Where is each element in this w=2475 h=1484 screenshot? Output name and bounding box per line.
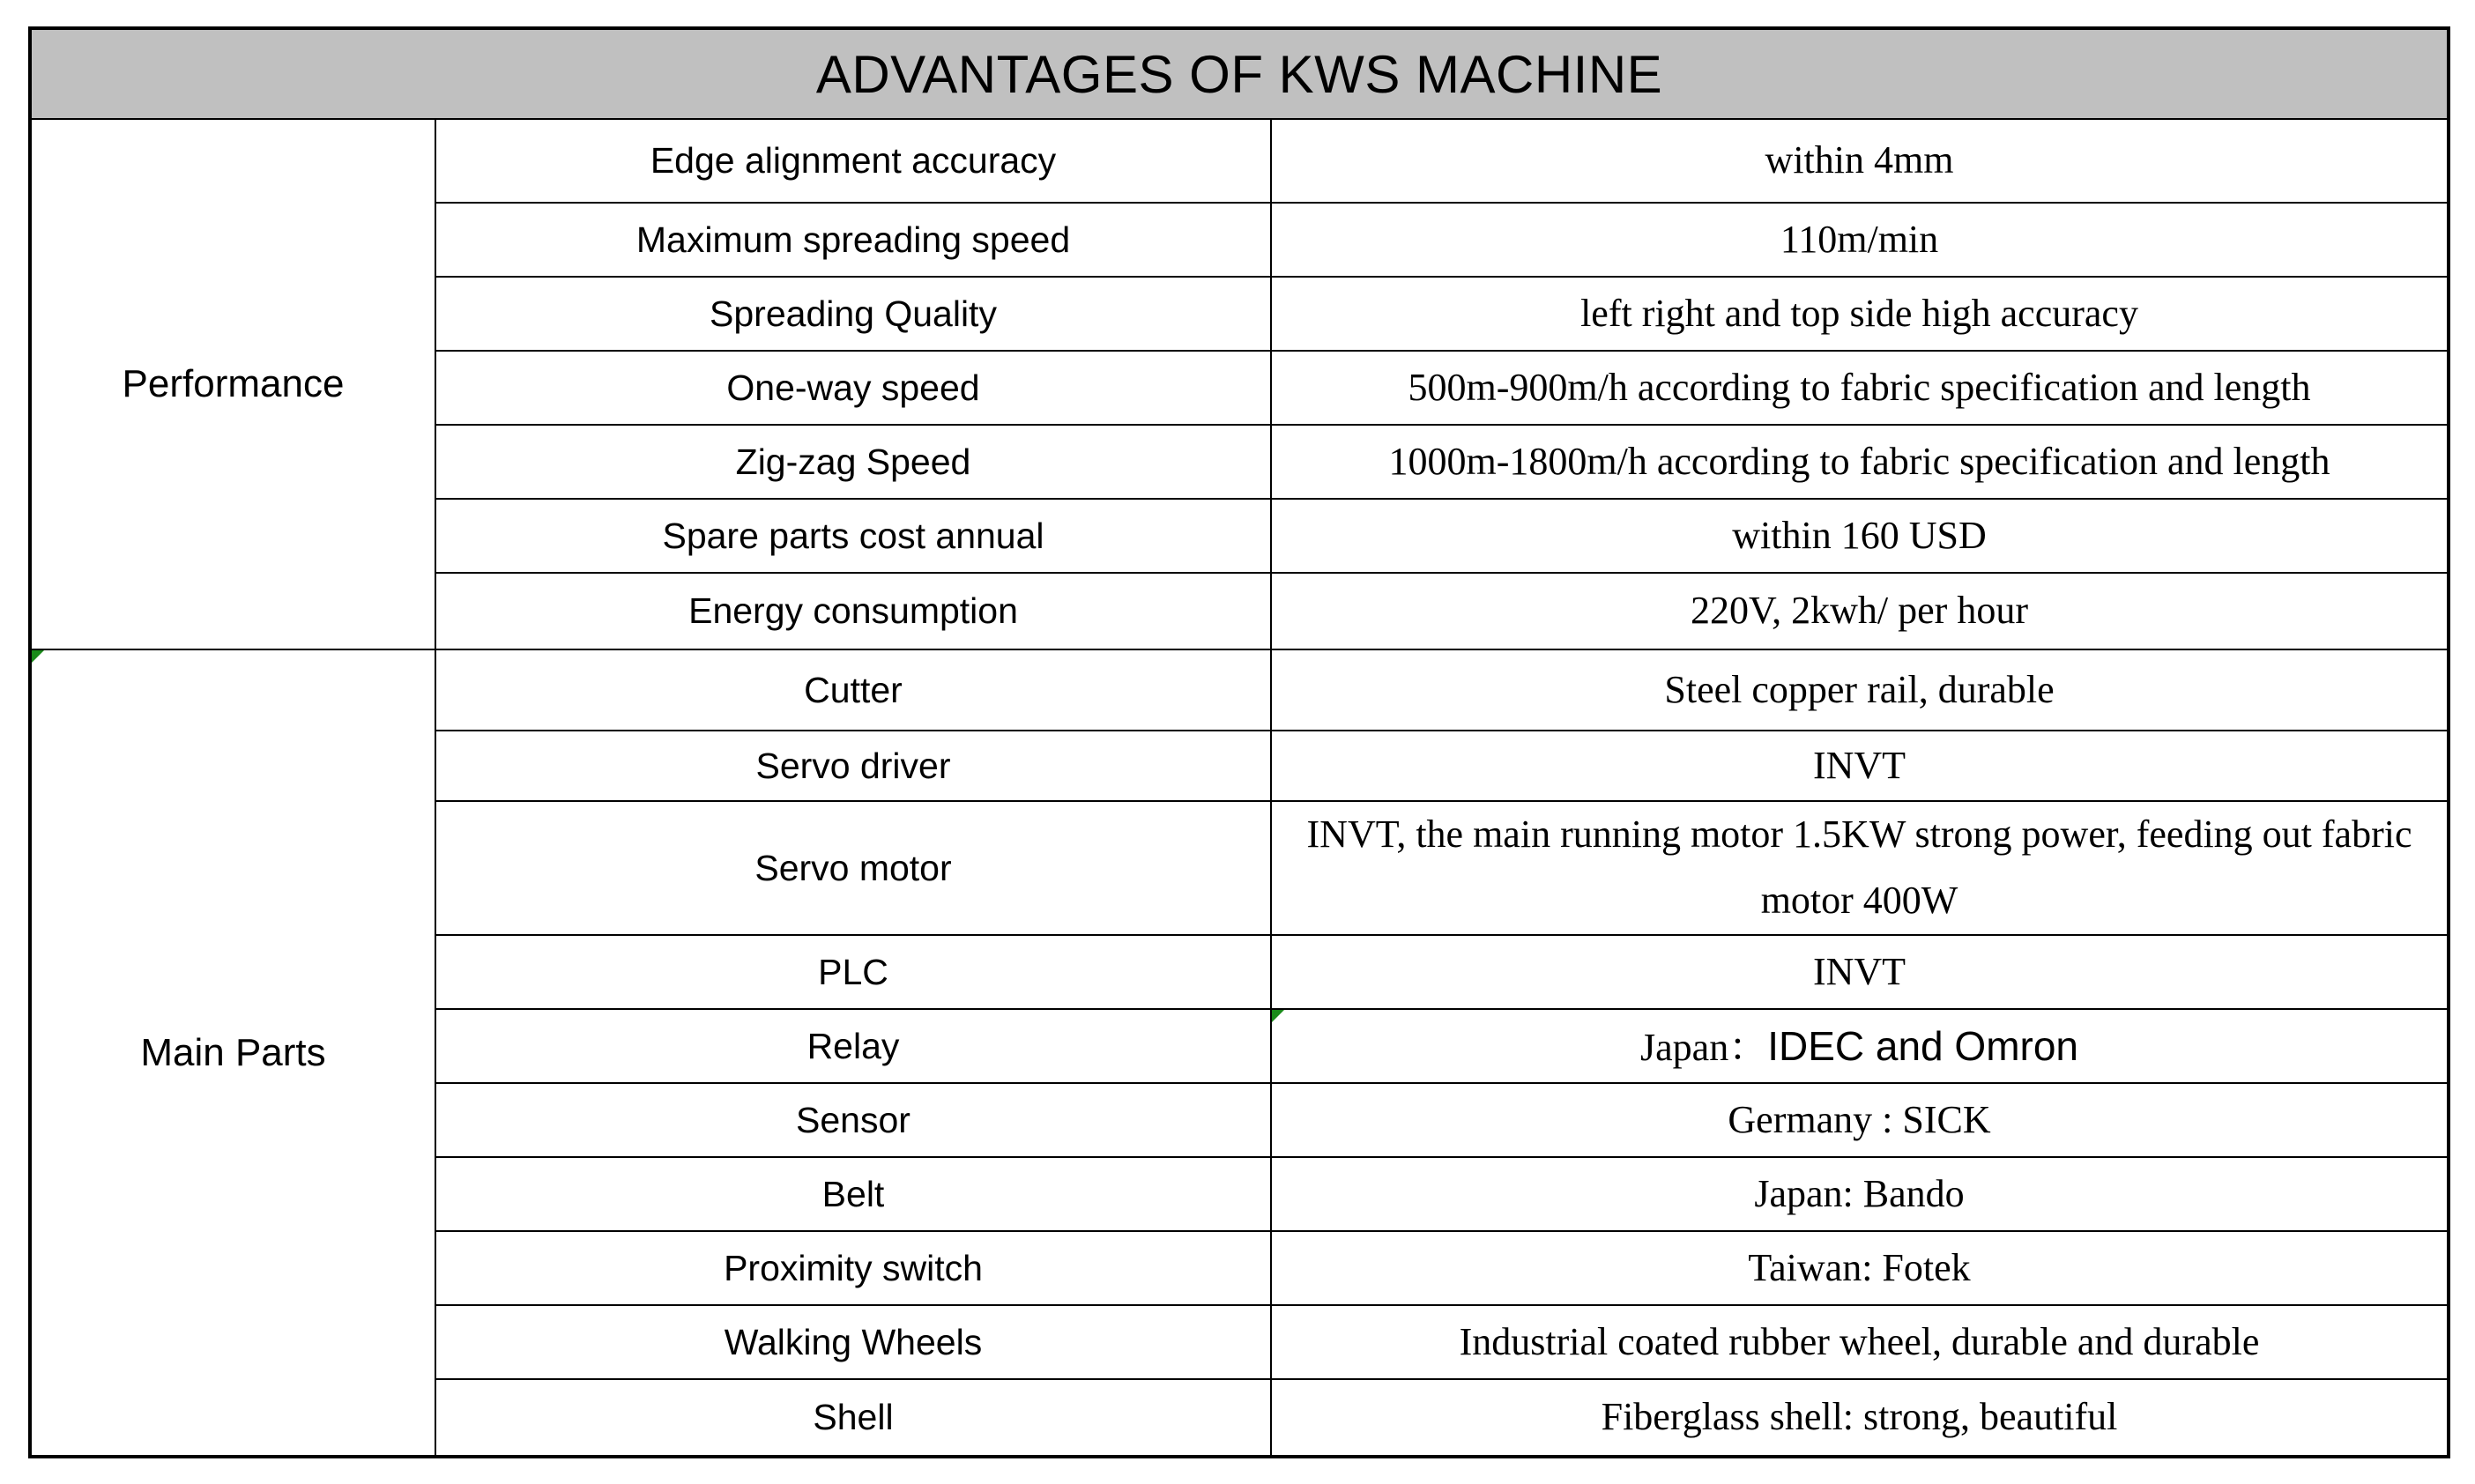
row-label-servo-motor: Servo motor [435, 801, 1271, 935]
advantages-table [28, 26, 2450, 1458]
group-performance: Performance [30, 119, 435, 649]
row-value-servo-motor: INVT, the main running motor 1.5KW strong power, feeding out fabric motor 400W [1271, 801, 2449, 935]
row-value-shell: Fiberglass shell: strong, beautiful [1271, 1379, 2449, 1457]
row-label-cutter: Cutter [435, 649, 1271, 731]
row-value-max-spreading-speed: 110m/min [1271, 203, 2449, 277]
title-row [30, 28, 2449, 119]
row-label-sensor: Sensor [435, 1083, 1271, 1157]
relay-origin: Japan： [1640, 1025, 1768, 1069]
row-value-servo-driver: INVT [1271, 731, 2449, 801]
row-value-sensor: Germany : SICK [1271, 1083, 2449, 1157]
row-label-max-spreading-speed: Maximum spreading speed [435, 203, 1271, 277]
row-label-walking-wheels: Walking Wheels [435, 1305, 1271, 1379]
row-value-relay [1271, 1009, 2449, 1083]
row-label-spare-parts-cost: Spare parts cost annual [435, 499, 1271, 573]
row-label-relay: Relay [435, 1009, 1271, 1083]
row-label-proximity-switch: Proximity switch [435, 1231, 1271, 1305]
row-label-edge-alignment: Edge alignment accuracy [435, 119, 1271, 203]
group-main-parts [30, 649, 435, 1457]
row-value-zig-zag-speed: 1000m-1800m/h according to fabric specification and length [1271, 425, 2449, 499]
spec-sheet [28, 26, 2447, 1458]
row-value-spare-parts-cost: within 160 USD [1271, 499, 2449, 573]
row-value-cutter: Steel copper rail, durable [1271, 649, 2449, 731]
row-label-zig-zag-speed: Zig-zag Speed [435, 425, 1271, 499]
row-label-spreading-quality: Spreading Quality [435, 277, 1271, 351]
row-label-servo-driver: Servo driver [435, 731, 1271, 801]
row-value-belt: Japan: Bando [1271, 1157, 2449, 1231]
row-value-proximity-switch: Taiwan: Fotek [1271, 1231, 2449, 1305]
row-value-edge-alignment: within 4mm [1271, 119, 2449, 203]
row-label-energy-consumption: Energy consumption [435, 573, 1271, 649]
table-row [30, 119, 2449, 203]
row-label-shell: Shell [435, 1379, 1271, 1457]
row-label-plc: PLC [435, 935, 1271, 1009]
row-value-walking-wheels: Industrial coated rubber wheel, durable and durable [1271, 1305, 2449, 1379]
row-label-one-way-speed: One-way speed [435, 351, 1271, 425]
table-row [30, 649, 2449, 731]
row-value-spreading-quality: left right and top side high accuracy [1271, 277, 2449, 351]
cell-marker-icon [1272, 1010, 1284, 1022]
group-main-parts-label: Main Parts [140, 1030, 326, 1074]
row-value-plc: INVT [1271, 935, 2449, 1009]
row-value-energy-consumption: 220V, 2kwh/ per hour [1271, 573, 2449, 649]
table-title: ADVANTAGES OF KWS MACHINE [30, 28, 2449, 119]
relay-brands: IDEC and Omron [1767, 1022, 2078, 1069]
row-label-belt: Belt [435, 1157, 1271, 1231]
cell-marker-icon [32, 650, 44, 663]
row-value-one-way-speed: 500m-900m/h according to fabric specification and length [1271, 351, 2449, 425]
